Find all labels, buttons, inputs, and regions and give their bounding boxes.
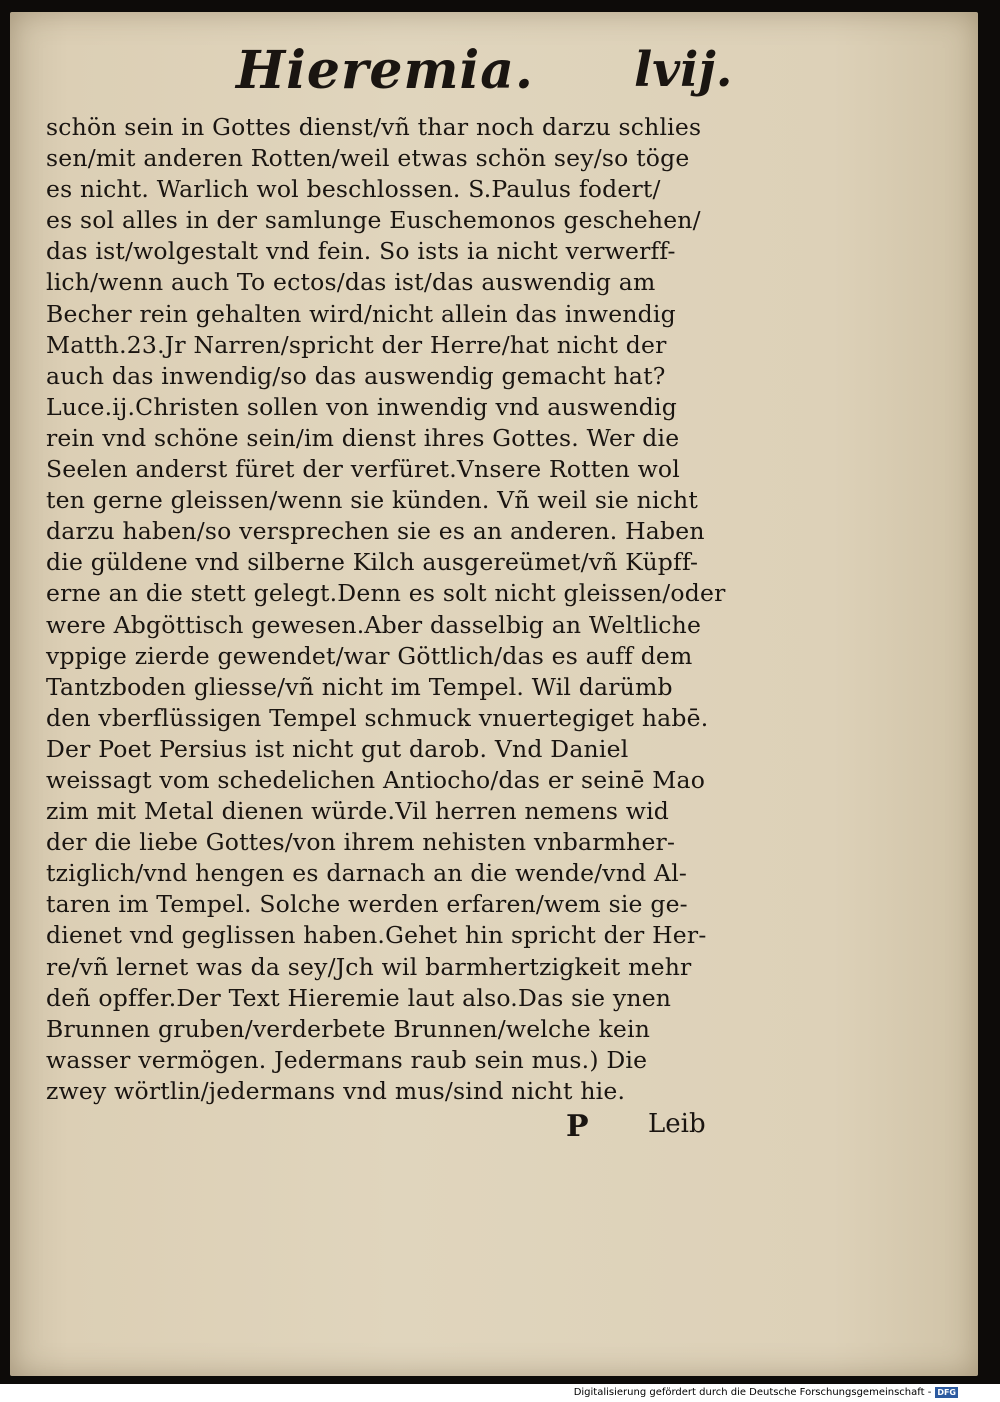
text-line: taren im Tempel. Solche werden erfaren/wem sie ge- xyxy=(46,890,688,919)
digitization-credit xyxy=(574,1387,958,1398)
text-line: schön sein in Gottes dienst/vñ thar noch darzu schlies xyxy=(46,113,702,141)
text-line: auch das inwendig/so das auswendig gemacht hat? xyxy=(46,361,666,390)
text-line: zim mit Metal dienen würde.Vil herren nemens wid xyxy=(46,797,670,826)
text-line: das ist/wolgestalt vnd fein. So ists ia nicht verwerff- xyxy=(46,237,676,266)
folio-number: lvij. xyxy=(634,42,733,98)
text-line: vppige zierde gewendet/war Göttlich/das es auff dem xyxy=(46,641,693,670)
text-line: der die liebe Gottes/von ihrem nehisten vnbarmher- xyxy=(46,828,676,857)
text-line: wasser vermögen. Jedermans raub sein mus.) Die xyxy=(46,1045,648,1074)
running-head xyxy=(46,34,736,118)
text-line: darzu haben/so versprechen sie es an anderen. Haben xyxy=(46,517,705,546)
text-line: re/vñ lernet was da sey/Jch wil barmhertzigkeit mehr xyxy=(46,952,692,981)
text-line: deñ opffer.Der Text Hieremie laut also.Das sie ynen xyxy=(46,983,672,1012)
text-line: die güldene vnd silberne Kilch ausgereümet/vñ Küpff- xyxy=(46,548,699,577)
text-line: Matth.23.Jr Narren/spricht der Herre/hat nicht der xyxy=(46,330,667,359)
catchword: Leib xyxy=(648,1109,706,1139)
text-line: tziglich/vnd hengen es darnach an die wende/vnd Al- xyxy=(46,859,688,888)
credit-text: Digitalisierung gefördert durch die Deutsche Forschungsgemeinschaft - xyxy=(573,1387,932,1398)
body-text xyxy=(46,112,736,1107)
text-line: ten gerne gleissen/wenn sie künden. Vñ weil sie nicht xyxy=(46,486,699,515)
text-line: erne an die stett gelegt.Denn es solt nicht gleissen/oder xyxy=(46,579,726,608)
text-line: Brunnen gruben/verderbete Brunnen/welche kein xyxy=(46,1014,651,1043)
signature-mark: P xyxy=(566,1109,589,1144)
text-line: rein vnd schöne sein/im dienst ihres Gottes. Wer die xyxy=(46,423,680,452)
text-line: den vberflüssigen Tempel schmuck vnuertegiget habē. xyxy=(46,703,709,732)
text-line: dienet vnd geglissen haben.Gehet hin spricht der Her- xyxy=(46,921,707,950)
text-line: es sol alles in der samlunge Euschemonos geschehen/ xyxy=(46,206,701,235)
text-line: zwey wörtlin/jedermans vnd mus/sind nicht hie. xyxy=(46,1076,626,1105)
text-line: were Abgöttisch gewesen.Aber dasselbig an Weltliche xyxy=(46,610,702,639)
text-line: Seelen anderst füret der verfüret.Vnsere Rotten wol xyxy=(46,455,680,484)
text-line: weissagt vom schedelichen Antiocho/das er seinē Mao xyxy=(46,765,706,794)
text-line: lich/wenn auch To ectos/das ist/das auswendig am xyxy=(46,268,656,297)
page-content xyxy=(46,34,736,1149)
page-title: Hieremia. xyxy=(236,40,535,101)
text-line: Tantzboden gliesse/vñ nicht im Tempel. Wil darümb xyxy=(46,672,673,701)
text-line: Luce.ij.Christen sollen von inwendig vnd auswendig xyxy=(46,392,677,421)
text-line: Der Poet Persius ist nicht gut darob. Vnd Daniel xyxy=(46,734,629,763)
text-line: es nicht. Warlich wol beschlossen. S.Paulus fodert/ xyxy=(46,175,661,204)
text-line: Becher rein gehalten wird/nicht allein das inwendig xyxy=(46,299,676,328)
dfg-logo: DFG xyxy=(937,1388,956,1397)
page-foot xyxy=(46,1109,736,1149)
text-line: sen/mit anderen Rotten/weil etwas schön sey/so töge xyxy=(46,144,690,173)
book-page xyxy=(10,12,978,1376)
